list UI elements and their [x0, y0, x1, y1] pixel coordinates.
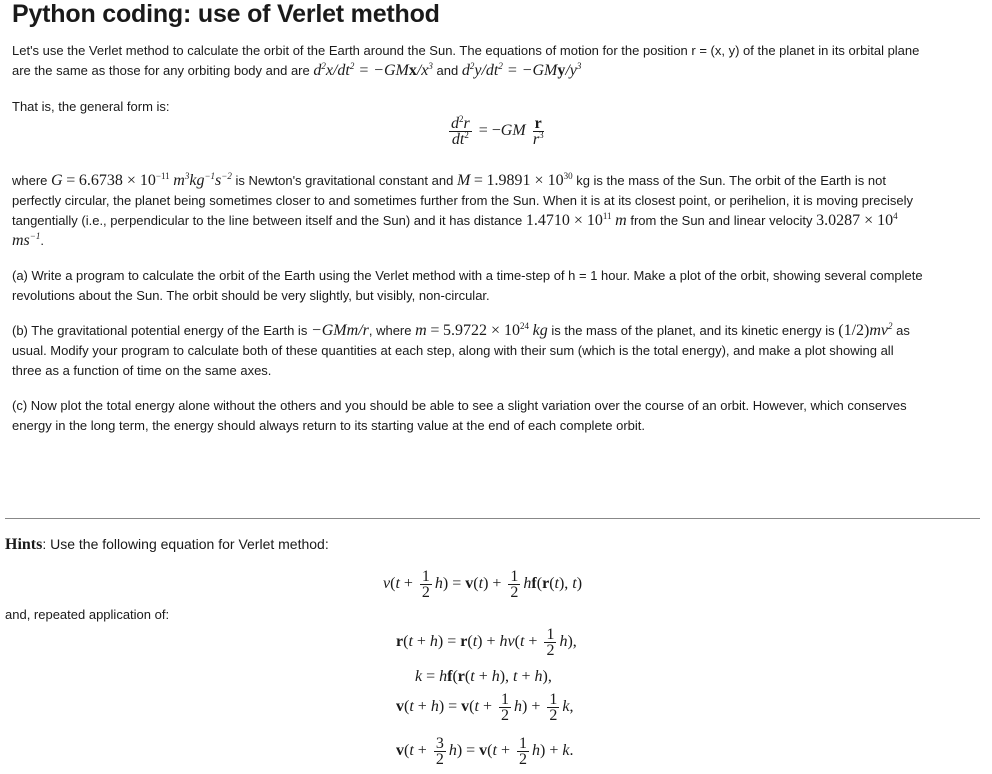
part-c-line-2: energy in the long term, the energy should always return to its starting value at the end of each complete orbit.	[12, 418, 646, 433]
general-form-equation: $\frac{d^2r}{dt^2}$ = −GM $\frac{r}{r^3}$	[451, 114, 544, 148]
part-a-line-2: revolutions about the Sun. The orbit should be very slightly, but visibly, non-circular.	[12, 288, 490, 303]
velocity-value: $3.0287 \times 10^4$	[816, 211, 898, 229]
hints-line	[5, 536, 329, 554]
verlet-position-equation: r(t + h) = r(t) + hv(t + $\frac{1}{2}$ h),	[396, 626, 577, 659]
part-b-text: (b) The gravitational potential energy of the Earth is	[12, 323, 308, 338]
part-b-line-3: three as a function of time on the same axes.	[12, 363, 272, 378]
intro-line-1: Let's use the Verlet method to calculate the orbit of the Earth around the Sun. The equations of motion for the position r = (x, y) of the planet in its orbital plane	[12, 43, 920, 58]
part-b-where: , where	[368, 323, 412, 338]
hints-text: : Use the following equation for Verlet method:	[42, 536, 329, 552]
and-word: and	[436, 63, 459, 78]
part-a	[12, 266, 987, 306]
part-b-line-2: usual. Modify your program to calculate both of these quantities at each step, along with their sum (which is the total energy), and make a plot showing all	[12, 343, 894, 358]
constants-line-4: $ms^{-1}$.	[12, 231, 44, 249]
intro-line-2-text: are the same as those for any orbiting body and are	[12, 63, 310, 78]
as-word: as	[896, 323, 910, 338]
g-value: $6.6738 \times 10^{-11}$	[78, 171, 170, 189]
earth-mass-value: $5.9722 \times 10^{24}$	[442, 321, 529, 339]
intro-line-2	[12, 61, 987, 81]
m-sun-value: $1.9891 \times 10^{30}$	[486, 171, 573, 189]
verlet-three-halves-equation: v(t + $\frac{3}{2}$ h) = v(t + $\frac{1}{2}$ h) + k.	[396, 735, 574, 768]
part-b-line-1: (b) The gravitational potential energy of the Earth is −GMm/r, where $m = 5.9722 \times 10^{24}$ kg is the mass of the planet, and its kinetic energy is $(1/2)mv^2$ as	[12, 321, 910, 339]
where-word: where	[12, 173, 48, 188]
g-description: is Newton's gravitational constant and	[235, 173, 454, 188]
constants-line-3-text: tangentially (i.e., perpendicular to the line between itself and the Sun) and it has distance	[12, 213, 523, 228]
part-b	[12, 321, 987, 381]
part-c	[12, 396, 987, 436]
part-b-mass-description: is the mass of the planet, and its kinetic energy is	[551, 323, 835, 338]
constants-line-3: tangentially (i.e., perpendicular to the line between itself and the Sun) and it has distance $1.4710 \times 10^{11}$ m from the Sun and linear velocity $3.0287 \times 10^4$	[12, 211, 898, 229]
constants-paragraph	[12, 171, 987, 251]
intro-paragraph	[12, 41, 987, 81]
eq-x-motion: $d^2x/dt^2 = -GMx/x^3$	[313, 61, 433, 79]
general-form-label: That is, the general form is:	[12, 99, 170, 114]
distance-value: $1.4710 \times 10^{11}$	[525, 211, 612, 229]
part-c-line-1: (c) Now plot the total energy alone without the others and you should be able to see a slight variation over the course of an orbit. However, which conserves	[12, 398, 907, 413]
eq-y-motion: $d^2y/dt^2 = -GMy/y^3$	[461, 61, 582, 79]
verlet-half-step-equation: v(t + $\frac{1}{2}$ h) = v(t) + $\frac{1}{2}$ hf(r(t), t)	[383, 568, 583, 601]
section-divider	[5, 518, 980, 519]
constants-line-2: perfectly circular, the planet being sometimes closer to and sometimes further from the Sun. When it is at its closest point, or perihelion, it is moving precisely	[12, 193, 914, 208]
constants-line-1: where $G = 6.6738 \times 10^{-11}$ $m^3kg^{-1}s^{-2}$ is Newton's gravitational constant and $M = 1.9891 \times 10^{30}$ kg is the mass of the Sun. The orbit of the Earth is not	[12, 171, 886, 189]
verlet-k-equation: k = hf(r(t + h), t + h),	[415, 668, 552, 685]
verlet-velocity-equation: v(t + h) = v(t + $\frac{1}{2}$ h) + $\frac{1}{2}$ k,	[396, 691, 574, 724]
part-a-line-1: (a) Write a program to calculate the orbit of the Earth using the Verlet method with a time-step of h = 1 hour. Make a plot of the orbit, showing several complete	[12, 268, 923, 283]
hints-label: Hints	[5, 536, 43, 553]
repeated-application-label: and, repeated application of:	[5, 607, 170, 622]
velocity-text: from the Sun and linear velocity	[630, 213, 813, 228]
m-sun-description: kg is the mass of the Sun. The orbit of the Earth is not	[576, 173, 886, 188]
page-title: Python coding: use of Verlet method	[12, 0, 440, 28]
